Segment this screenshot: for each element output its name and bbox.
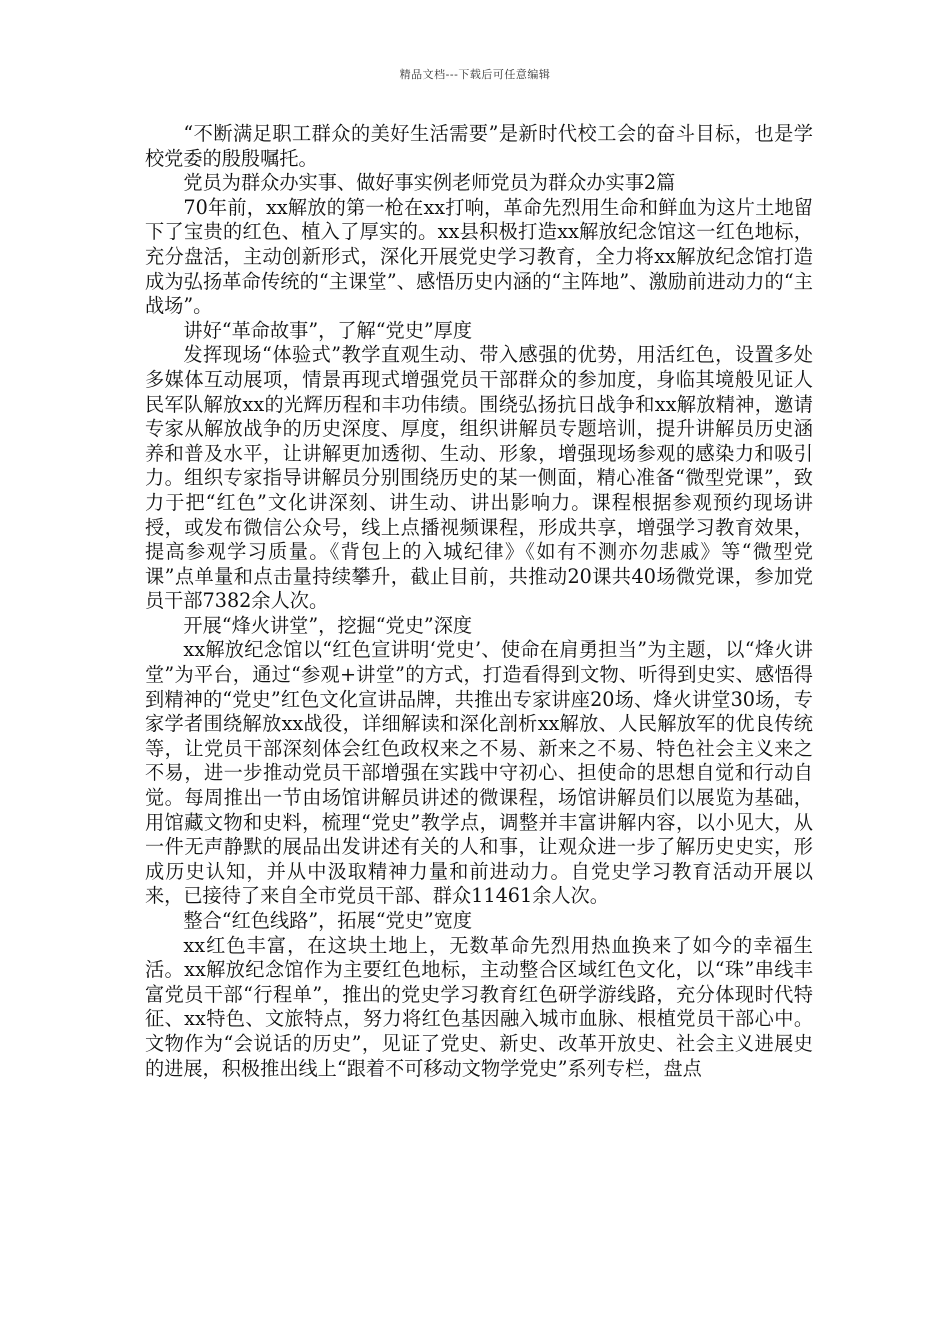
paragraph: 70年前，xx解放的第一枪在xx打响，革命先烈用生命和鲜血为这片土地留下了宝贵的红色、植入了厚实的。xx县积极打造xx解放纪念馆这一红色地标，充分盘活，主动创新形式，深化开展党史学习教育，全力将xx解放纪念馆打造成为弘扬革命传统的“主课堂”、感悟历史内涵的“主阵地”、激励前进动力的“主战场”。 — [145, 195, 813, 318]
section-heading: 开展“烽火讲堂”，挖掘“党史”深度 — [183, 613, 473, 637]
article-title: 党员为群众办实事、做好事实例老师党员为群众办实事2篇 — [183, 171, 676, 195]
document-body — [145, 122, 813, 1081]
paragraph: 发挥现场“体验式”教学直观生动、带入感强的优势，用活红色，设置多处多媒体互动展项，情景再现式增强党员干部群众的参加度，身临其境般见证人民军队解放xx的光辉历程和丰功伟绩。围绕弘扬抗日战争和xx解放精神，邀请专家从解放战争的历史深度、厚度，组织讲解员专题培训，提升讲解员历史涵养和普及水平，让讲解更加透彻、生动、形象，增强现场参观的感染力和吸引力。组织专家指导讲解员分别围绕历史的某一侧面，精心准备“微型党课”，致力于把“红色”文化讲深刻、讲生动、讲出影响力。课程根据参观预约现场讲授，或发布微信公众号，线上点播视频课程，形成共享，增强学习教育效果，提高参观学习质量。《背包上的入城纪律》《如有不测亦勿悲戚》等“微型党课”点单量和点击量持续攀升，截止目前，共推动20课共40场微党课，参加党员干部7382余人次。 — [145, 343, 813, 613]
section-heading: 讲好“革命故事”，了解“党史”厚度 — [183, 318, 473, 342]
section-heading: 整合“红色线路”，拓展“党史”宽度 — [183, 909, 473, 932]
paragraph: xx解放纪念馆以“红色宣讲明‘党史’、使命在肩勇担当”为主题，以“烽火讲堂”为平台，通过“参观+讲堂”的方式，打造看得到文物、听得到史实、感悟得到精神的“党史”红色文化宣讲品牌，共推出专家讲座20场、烽火讲堂30场，专家学者围绕解放xx战役，详细解读和深化剖析xx解放、人民解放军的优良传统等，让党员干部深刻体会红色政权来之不易、新来之不易、特色社会主义来之不易，进一步推动党员干部增强在实践中守初心、担使命的思想自觉和行动自觉。每周推出一节由场馆讲解员讲述的微课程，场馆讲解员们以展览为基础，用馆藏文物和史料，梳理“党史”教学点，调整并丰富讲解内容，以小见大，从一件无声静默的展品出发讲述有关的人和事，让观众进一步了解历史史实，形成历史认知，并从中汲取精神力量和前进动力。自党史学习教育活动开展以来，已接待了来自全市党员干部、群众11461余人次。 — [145, 638, 813, 908]
page-header: 精品文档---下载后可任意编辑 — [399, 68, 551, 81]
paragraph: “不断满足职工群众的美好生活需要”是新时代校工会的奋斗目标，也是学校党委的殷殷嘱托。 — [145, 122, 813, 170]
paragraph: xx红色丰富，在这块土地上，无数革命先烈用热血换来了如今的幸福生活。xx解放纪念馆作为主要红色地标，主动整合区域红色文化，以“珠”串线丰富党员干部“行程单”，推出的党史学习教育红色研学游线路，充分体现时代特征、xx特色、文旅特点，努力将红色基因融入城市血脉、根植党员干部心中。文物作为“会说话的历史”，见证了党史、新史、改革开放史、社会主义进展史的进展，积极推出线上“跟着不可移动文物学党史”系列专栏，盘点 — [145, 933, 813, 1080]
